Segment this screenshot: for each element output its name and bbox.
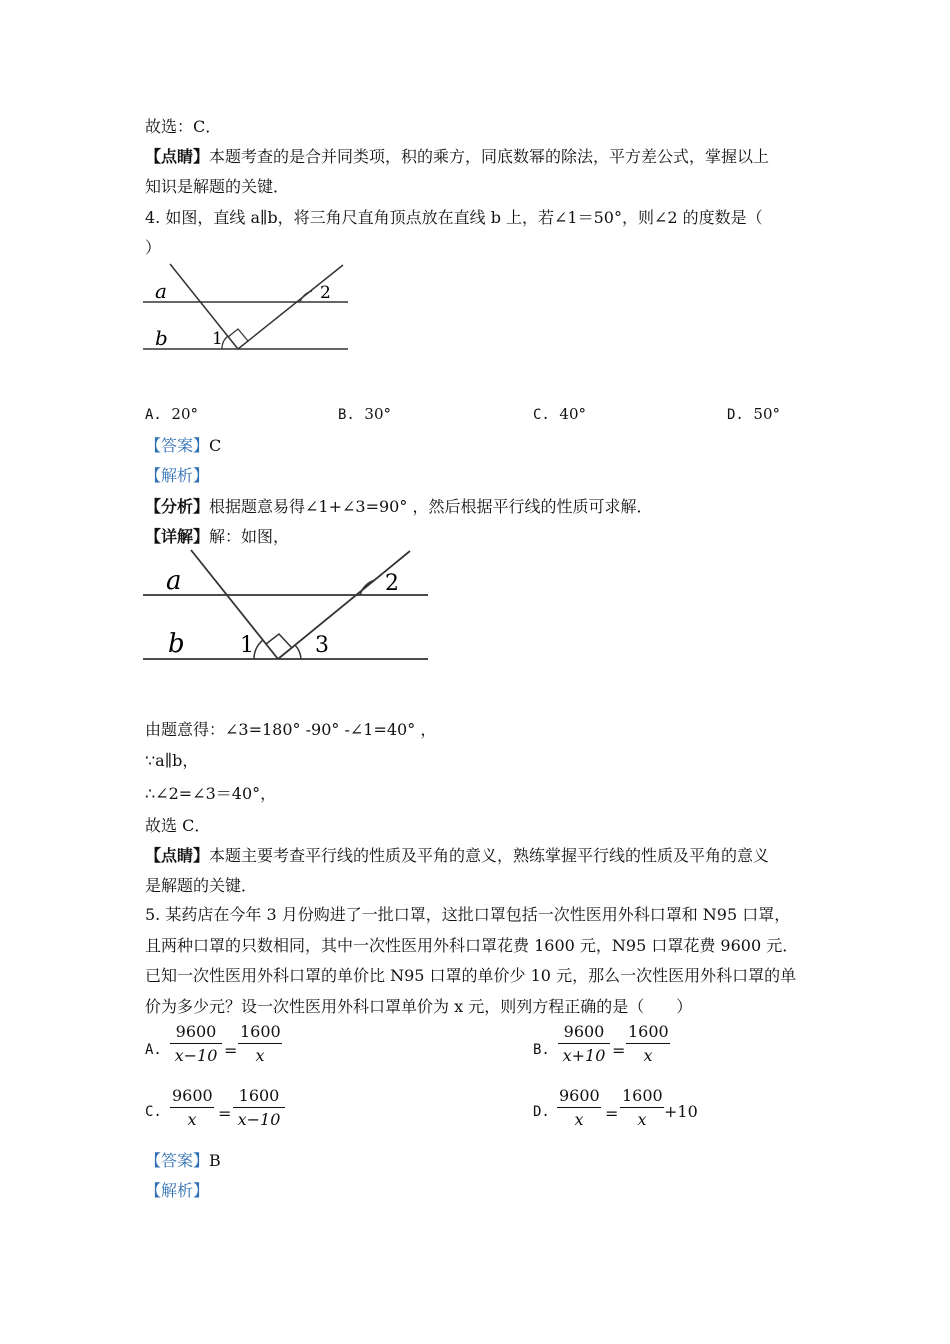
q4-answer bbox=[145, 436, 221, 456]
q4-option-c-label: C. bbox=[533, 407, 550, 423]
fig1-label-a: a bbox=[155, 279, 167, 303]
q4-option-b-label: B. bbox=[338, 407, 355, 423]
q5-option-b-frac-1: $\frac{9600}{x+10}$ bbox=[558, 1022, 610, 1066]
conclusion-line: 故选：C． bbox=[145, 117, 222, 136]
review-line bbox=[145, 147, 769, 167]
q5-analysis-tag: 【解析】 bbox=[145, 1181, 210, 1200]
q4-review-tag: 【点睛】 bbox=[145, 846, 210, 865]
q5-option-a-frac-2: $\frac{1600}{x}$ bbox=[240, 1022, 281, 1065]
q5-option-b-equals: = bbox=[612, 1041, 626, 1060]
analysis-text: 根据题意易得∠1+∠3=90° ，然后根据平行线的性质可求解． bbox=[209, 497, 653, 516]
fig2-label-3: 3 bbox=[315, 633, 329, 658]
q4-option-a[interactable] bbox=[145, 404, 198, 425]
q5-option-d-frac-1: $\frac{9600}{x}$ bbox=[559, 1086, 600, 1129]
q5-option-d-label: D. bbox=[533, 1104, 550, 1120]
q4-option-c[interactable] bbox=[533, 404, 586, 425]
q5-option-a-equals: = bbox=[224, 1041, 238, 1060]
q4-option-d-label: D. bbox=[727, 407, 744, 423]
review-text: 本题考查的是合并同类项，积的乘方，同底数幂的除法，平方差公式，掌握以上 bbox=[209, 147, 770, 166]
q4-option-b-value: 30° bbox=[364, 405, 391, 423]
q4-answer-value: C bbox=[209, 436, 222, 455]
fig1-label-1: 1 bbox=[212, 329, 223, 349]
solution-step-4: 故选 C． bbox=[145, 816, 211, 835]
fig2-label-b: b bbox=[168, 629, 185, 659]
q4-option-d[interactable] bbox=[727, 404, 780, 425]
q4-option-a-label: A. bbox=[145, 407, 162, 423]
q4-review bbox=[145, 846, 769, 866]
detail-text: 解：如图， bbox=[209, 527, 290, 546]
q4-option-b[interactable] bbox=[338, 404, 391, 425]
solution-step-2: ∵a∥b， bbox=[145, 751, 199, 770]
q5-option-a-label: A. bbox=[145, 1042, 162, 1058]
question-4-paren: ） bbox=[145, 238, 162, 257]
question-5-line-2: 且两种口罩的只数相同，其中一次性医用外科口罩花费 1600 元，N95 口罩花费 9600 元． bbox=[145, 936, 799, 955]
solution-step-3: ∴∠2=∠3＝40°， bbox=[145, 784, 277, 803]
question-5-line-1: 5. 某药店在今年 3 月份购进了一批口罩，这批口罩包括一次性医用外科口罩和 N95 口罩， bbox=[145, 905, 791, 924]
fig2-label-1: 1 bbox=[240, 633, 254, 658]
q5-option-a-frac-1: $\frac{9600}{x-10}$ bbox=[170, 1022, 222, 1066]
question-4-text: 4. 如图，直线 a∥b，将三角尺直角顶点放在直线 b 上，若∠1＝50°，则∠2 的度数是（ bbox=[145, 208, 763, 227]
q5-option-c-label: C. bbox=[145, 1104, 162, 1120]
review-line-2: 知识是解题的关键． bbox=[145, 177, 290, 196]
detail-tag: 【详解】 bbox=[145, 527, 210, 546]
q5-option-b-frac-2: $\frac{1600}{x}$ bbox=[628, 1022, 669, 1065]
q4-option-c-value: 40° bbox=[559, 405, 586, 423]
analysis-tag: 【分析】 bbox=[145, 497, 210, 516]
fig1-label-2: 2 bbox=[320, 283, 331, 303]
solution-step-1: 由题意得：∠3=180° -90° -∠1=40° ， bbox=[145, 720, 437, 739]
q4-detail bbox=[145, 527, 289, 547]
q5-option-c-frac-2: $\frac{1600}{x-10}$ bbox=[233, 1086, 285, 1130]
q5-option-b-label: B. bbox=[533, 1042, 550, 1058]
q5-option-c-frac-1: $\frac{9600}{x}$ bbox=[172, 1086, 213, 1129]
q4-review-2: 是解题的关键． bbox=[145, 876, 258, 895]
q5-answer-tag: 【答案】 bbox=[145, 1151, 210, 1170]
q5-option-d-extra: +10 bbox=[664, 1102, 698, 1121]
q4-option-d-value: 50° bbox=[753, 405, 780, 423]
q5-option-c-equals: = bbox=[218, 1104, 232, 1123]
q4-answer-tag: 【答案】 bbox=[145, 436, 210, 455]
review-tag: 【点睛】 bbox=[145, 147, 210, 166]
q4-option-a-value: 20° bbox=[171, 405, 198, 423]
q4-review-text: 本题主要考查平行线的性质及平角的意义，熟练掌握平行线的性质及平角的意义 bbox=[209, 846, 770, 865]
question-5-line-3: 已知一次性医用外科口罩的单价比 N95 口罩的单价少 10 元，那么一次性医用外科口罩的单 bbox=[145, 966, 797, 985]
fig2-label-2: 2 bbox=[385, 571, 399, 596]
q5-answer-value: B bbox=[209, 1151, 221, 1170]
q5-answer bbox=[145, 1151, 221, 1171]
fig2-label-a: a bbox=[166, 566, 182, 596]
question-5-line-4: 价为多少元？设一次性医用外科口罩单价为 x 元，则列方程正确的是（ ） bbox=[145, 997, 693, 1016]
q4-analysis-tag: 【解析】 bbox=[145, 466, 210, 485]
q5-option-d-equals: = bbox=[605, 1104, 619, 1123]
q4-analysis bbox=[145, 497, 652, 517]
solution-figure bbox=[140, 548, 435, 668]
question-4-figure bbox=[140, 262, 355, 357]
fig1-label-b: b bbox=[155, 326, 168, 350]
q5-option-d-frac-2: $\frac{1600}{x}$ bbox=[622, 1086, 663, 1129]
